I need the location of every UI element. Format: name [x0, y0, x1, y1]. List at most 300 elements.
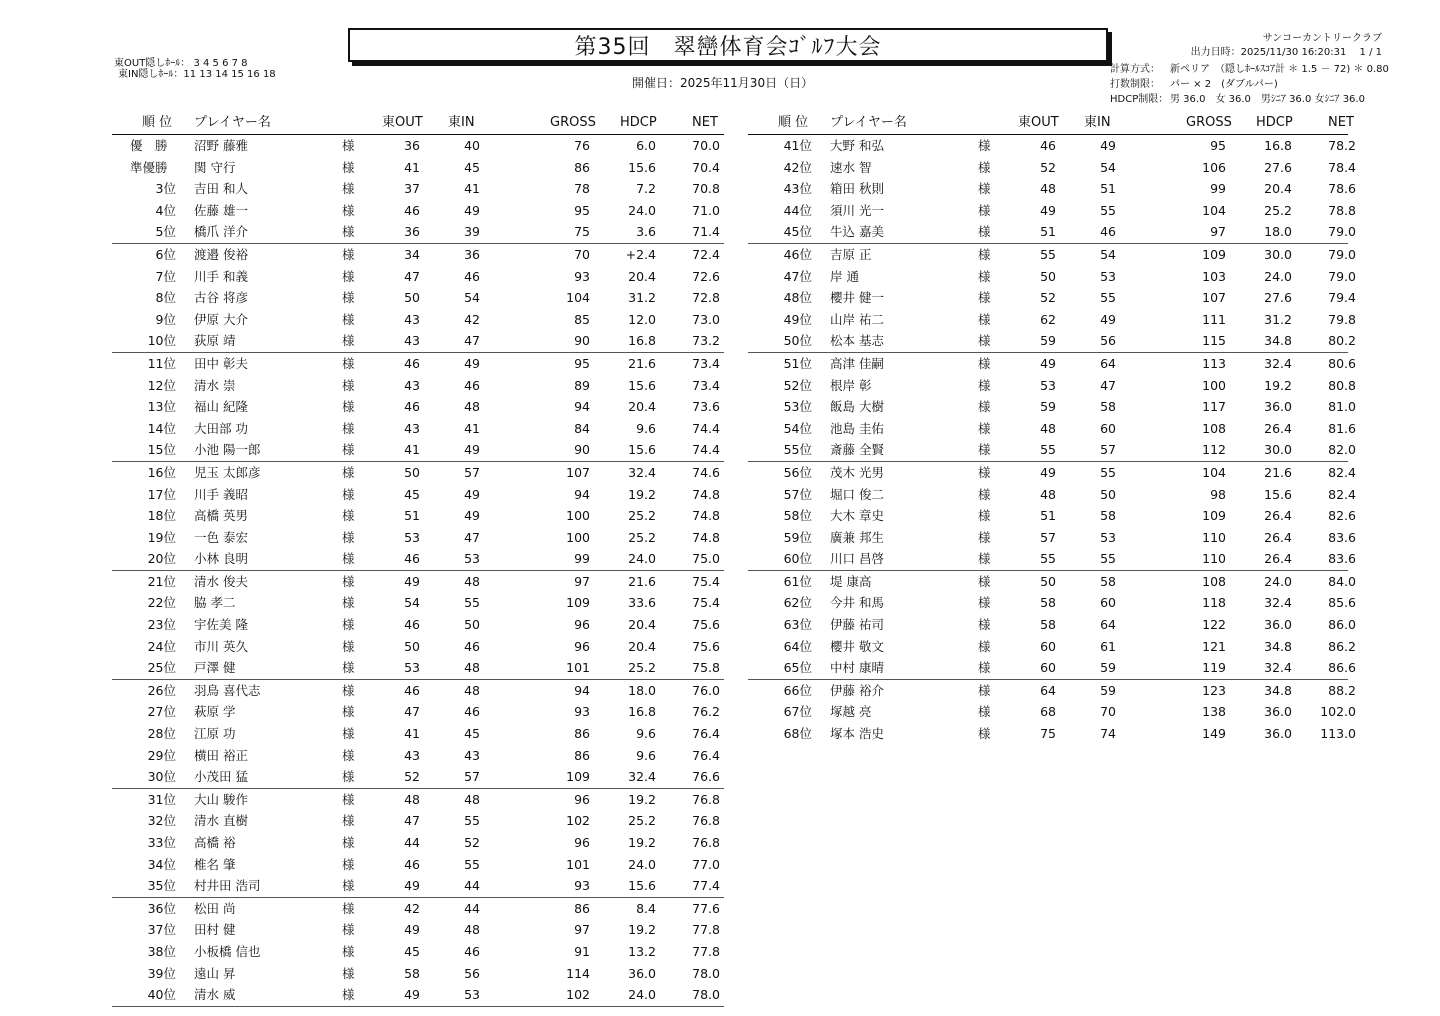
net-score: 82.4: [1328, 486, 1356, 502]
in-score: 61: [1100, 638, 1116, 654]
player-name: 田中 彰夫: [194, 355, 248, 371]
in-score: 44: [464, 878, 480, 894]
rank-cell: 19位: [147, 529, 176, 545]
honorific: 様: [342, 399, 355, 415]
in-score: 36: [464, 246, 480, 262]
rank-cell: 45位: [783, 224, 812, 240]
honorific: 様: [342, 943, 355, 959]
table-row: [748, 221, 1356, 244]
net-score: 74.8: [692, 529, 720, 545]
gross-score: 122: [1202, 617, 1226, 633]
rank-cell: 準優勝: [130, 159, 168, 175]
net-score: 83.6: [1328, 529, 1356, 545]
in-score: 40: [464, 138, 480, 153]
hdcp-value: 16.8: [628, 333, 656, 349]
hidden-holes-in: 東IN隠しﾎｰﾙ：11 13 14 15 16 18: [118, 69, 276, 80]
net-score: 72.8: [692, 290, 720, 306]
out-score: 59: [1040, 333, 1056, 349]
hdcp-value: 27.6: [1264, 290, 1292, 306]
net-score: 70.0: [692, 138, 720, 153]
hdcp-value: 26.4: [1264, 508, 1292, 524]
out-score: 47: [404, 704, 420, 720]
rank-cell: 31位: [147, 791, 176, 807]
gross-score: 103: [1202, 268, 1226, 284]
event-date: 開催日：2025年11月30日（日）: [632, 76, 814, 90]
net-score: 82.0: [1328, 442, 1356, 458]
hidden-holes-out: 東OUT隠しﾎｰﾙ： 3 4 5 6 7 8: [114, 58, 248, 69]
in-score: 56: [464, 965, 480, 981]
col-net: NET: [1328, 115, 1354, 130]
out-score: 58: [1040, 617, 1056, 633]
hdcp-value: 7.2: [636, 181, 656, 197]
hdcp-value: 20.4: [628, 399, 656, 415]
net-score: 74.4: [692, 442, 720, 458]
hdcp-value: 36.0: [1264, 617, 1292, 633]
net-score: 86.0: [1328, 617, 1356, 633]
net-score: 70.8: [692, 181, 720, 197]
hdcp-value: 21.6: [628, 573, 656, 589]
col-hdcp: HDCP: [1256, 115, 1293, 130]
in-score: 64: [1100, 617, 1116, 633]
rank-cell: 44位: [783, 202, 812, 218]
out-score: 46: [404, 399, 420, 415]
net-score: 78.0: [692, 987, 720, 1003]
rank-cell: 29位: [147, 747, 176, 763]
out-score: 60: [1040, 638, 1056, 654]
table-row: [748, 680, 1356, 702]
out-score: 48: [1040, 420, 1056, 436]
table-row: [112, 898, 724, 920]
gross-score: 100: [566, 508, 590, 524]
net-score: 82.6: [1328, 508, 1356, 524]
honorific: 様: [978, 486, 991, 502]
honorific: 様: [342, 333, 355, 349]
out-score: 48: [1040, 486, 1056, 502]
net-score: 71.0: [692, 202, 720, 218]
net-score: 79.0: [1328, 246, 1356, 262]
rank-cell: 13位: [147, 399, 176, 415]
hdcp-value: 9.6: [636, 420, 656, 436]
net-score: 78.6: [1328, 181, 1356, 197]
player-name: 川手 和義: [194, 268, 248, 284]
hdcp-value: 9.6: [636, 726, 656, 742]
gross-score: 85: [574, 311, 590, 327]
out-score: 41: [404, 159, 420, 175]
player-name: 大山 駿作: [194, 791, 248, 807]
gross-score: 101: [566, 660, 590, 676]
player-name: 高橋 英男: [194, 508, 248, 524]
hdcp-value: 20.4: [628, 617, 656, 633]
honorific: 様: [342, 311, 355, 327]
hdcp-value: 24.0: [628, 551, 656, 567]
net-score: 77.4: [692, 878, 720, 894]
out-score: 46: [404, 682, 420, 698]
gross-score: 86: [574, 726, 590, 742]
player-name: 吉田 和人: [194, 181, 248, 197]
gross-score: 97: [574, 573, 590, 589]
gross-score: 110: [1202, 529, 1226, 545]
honorific: 様: [342, 987, 355, 1003]
player-name: 羽鳥 喜代志: [194, 682, 261, 698]
gross-score: 121: [1202, 638, 1226, 654]
rank-cell: 18位: [147, 508, 176, 524]
in-score: 59: [1100, 660, 1116, 676]
col-name: プレイヤー名: [830, 115, 907, 130]
hdcp-value: 20.4: [628, 638, 656, 654]
table-row: [112, 919, 724, 941]
net-score: 73.4: [692, 355, 720, 371]
out-score: 68: [1040, 704, 1056, 720]
player-name: 福山 紀隆: [194, 399, 248, 415]
net-score: 77.8: [692, 922, 720, 938]
hdcp-value: 20.4: [628, 268, 656, 284]
player-name: 佐藤 雄一: [194, 202, 248, 218]
gross-score: 115: [1202, 333, 1226, 349]
player-name: 速水 智: [830, 159, 872, 175]
player-name: 伊藤 祐司: [830, 617, 884, 633]
table-row: [112, 854, 724, 876]
player-name: 川手 義昭: [194, 486, 248, 502]
in-score: 59: [1100, 682, 1116, 698]
gross-score: 107: [566, 464, 590, 480]
out-score: 54: [404, 595, 420, 611]
table-row: [748, 701, 1356, 723]
honorific: 様: [342, 464, 355, 480]
table-row: [112, 723, 724, 745]
honorific: 様: [342, 704, 355, 720]
honorific: 様: [342, 486, 355, 502]
gross-score: 86: [574, 900, 590, 916]
net-score: 81.6: [1328, 420, 1356, 436]
hdcp-label: HDCP制限：: [1110, 94, 1169, 105]
player-name: 櫻井 健一: [830, 290, 884, 306]
gross-score: 94: [574, 486, 590, 502]
net-score: 78.0: [692, 965, 720, 981]
table-row: [112, 287, 724, 309]
net-score: 75.4: [692, 595, 720, 611]
in-score: 53: [464, 987, 480, 1003]
honorific: 様: [342, 420, 355, 436]
table-row: [748, 135, 1356, 157]
rank-cell: 52位: [783, 377, 812, 393]
honorific: 様: [342, 268, 355, 284]
hdcp-value: +2.4: [625, 246, 656, 262]
rank-cell: 36位: [147, 900, 176, 916]
in-score: 50: [1100, 486, 1116, 502]
honorific: 様: [342, 617, 355, 633]
player-name: 大田部 功: [194, 420, 248, 436]
gross-score: 97: [1210, 224, 1226, 240]
player-name: 根岸 彰: [830, 377, 872, 393]
player-name: 松田 尚: [194, 900, 236, 916]
gross-score: 94: [574, 682, 590, 698]
in-score: 46: [464, 943, 480, 959]
gross-score: 104: [1202, 202, 1226, 218]
out-score: 46: [404, 202, 420, 218]
gross-score: 96: [574, 835, 590, 850]
net-score: 86.2: [1328, 638, 1356, 654]
in-score: 45: [464, 159, 480, 175]
table-row: [112, 244, 724, 266]
hdcp-value: 男 36.0 女 36.0 男ｼﾆｱ 36.0 女ｼﾆｱ 36.0: [1170, 94, 1365, 105]
in-score: 49: [464, 508, 480, 524]
net-score: 80.2: [1328, 333, 1356, 349]
col-in: 東IN: [1084, 115, 1111, 130]
table-row: [112, 484, 724, 506]
out-score: 52: [1040, 159, 1056, 175]
out-score: 47: [404, 268, 420, 284]
calc-value: 新ペリア （隠しﾎｰﾙｽｺｱ計 ＊ 1.5 － 72) ＊ 0.80: [1170, 64, 1389, 75]
in-score: 57: [464, 769, 480, 785]
in-score: 52: [464, 835, 480, 850]
in-score: 48: [464, 660, 480, 676]
in-score: 53: [464, 551, 480, 567]
gross-score: 98: [1210, 486, 1226, 502]
rank-cell: 4位: [155, 202, 176, 218]
table-row: [112, 984, 724, 1007]
net-score: 73.4: [692, 377, 720, 393]
gross-score: 119: [1202, 660, 1226, 676]
out-score: 43: [404, 420, 420, 436]
rank-cell: 25位: [147, 660, 176, 676]
hdcp-value: 18.0: [628, 682, 656, 698]
out-score: 50: [1040, 573, 1056, 589]
table-row: [112, 680, 724, 702]
in-score: 58: [1100, 573, 1116, 589]
table-row: [748, 657, 1356, 680]
in-score: 48: [464, 791, 480, 807]
player-name: 吉原 正: [830, 246, 872, 262]
out-score: 50: [1040, 268, 1056, 284]
out-score: 46: [1040, 138, 1056, 153]
out-score: 44: [404, 835, 420, 850]
table-row: [748, 484, 1356, 506]
rank-cell: 48位: [783, 290, 812, 306]
table-row: [112, 963, 724, 985]
rank-cell: 24位: [147, 638, 176, 654]
in-score: 47: [1100, 377, 1116, 393]
rank-cell: 54位: [783, 420, 812, 436]
honorific: 様: [342, 726, 355, 742]
honorific: 様: [978, 246, 991, 262]
gross-score: 104: [566, 290, 590, 306]
in-score: 45: [464, 726, 480, 742]
table-row: [748, 439, 1356, 462]
net-score: 78.2: [1328, 138, 1356, 153]
gross-score: 118: [1202, 595, 1226, 611]
table-row: [112, 221, 724, 244]
in-score: 53: [1100, 268, 1116, 284]
out-score: 50: [404, 464, 420, 480]
table-row: [748, 375, 1356, 397]
table-row: [748, 396, 1356, 418]
hdcp-value: 16.8: [1264, 138, 1292, 153]
hdcp-value: 6.0: [636, 138, 656, 153]
hdcp-value: 26.4: [1264, 551, 1292, 567]
table-row: [112, 548, 724, 571]
honorific: 様: [342, 791, 355, 807]
table-row: [748, 462, 1356, 484]
hdcp-value: 8.4: [636, 900, 656, 916]
net-score: 81.0: [1328, 399, 1356, 415]
rank-cell: 39位: [147, 965, 176, 981]
rank-cell: 60位: [783, 551, 812, 567]
gross-score: 112: [1202, 442, 1226, 458]
player-name: 大野 和弘: [830, 138, 884, 153]
hdcp-value: 20.4: [1264, 181, 1292, 197]
gross-score: 108: [1202, 420, 1226, 436]
table-row: [748, 527, 1356, 549]
rank-cell: 56位: [783, 464, 812, 480]
player-name: 高橋 裕: [194, 835, 236, 850]
hdcp-value: 19.2: [1264, 377, 1292, 393]
hdcp-value: 36.0: [1264, 726, 1292, 742]
net-score: 76.4: [692, 726, 720, 742]
hdcp-value: 32.4: [1264, 355, 1292, 371]
out-score: 41: [404, 726, 420, 742]
out-score: 48: [404, 791, 420, 807]
rank-cell: 30位: [147, 769, 176, 785]
honorific: 様: [978, 464, 991, 480]
in-score: 58: [1100, 399, 1116, 415]
honorific: 様: [978, 355, 991, 371]
hdcp-value: 32.4: [1264, 595, 1292, 611]
col-name: プレイヤー名: [194, 115, 271, 130]
hdcp-value: 30.0: [1264, 442, 1292, 458]
player-name: 塚越 亮: [830, 704, 872, 720]
hdcp-value: 31.2: [628, 290, 656, 306]
player-name: 牛込 嘉美: [830, 224, 884, 240]
net-score: 74.6: [692, 464, 720, 480]
out-score: 46: [404, 551, 420, 567]
player-name: 小板橋 信也: [194, 943, 261, 959]
col-hdcp: HDCP: [620, 115, 657, 130]
table-row: [748, 614, 1356, 636]
player-name: 一色 泰宏: [194, 529, 248, 545]
table-row: [112, 353, 724, 375]
table-row: [748, 418, 1356, 440]
table-row: [748, 330, 1356, 353]
out-score: 36: [404, 138, 420, 153]
out-score: 45: [404, 943, 420, 959]
out-score: 51: [1040, 224, 1056, 240]
hdcp-value: 15.6: [628, 377, 656, 393]
table-row: [112, 832, 724, 854]
gross-score: 117: [1202, 399, 1226, 415]
net-score: 79.4: [1328, 290, 1356, 306]
player-name: 橋爪 洋介: [194, 224, 248, 240]
hdcp-value: 36.0: [628, 965, 656, 981]
honorific: 様: [342, 246, 355, 262]
gross-score: 113: [1202, 355, 1226, 371]
player-name: 横田 裕正: [194, 747, 248, 763]
in-score: 46: [1100, 224, 1116, 240]
out-score: 37: [404, 181, 420, 197]
net-score: 80.6: [1328, 355, 1356, 371]
gross-score: 108: [1202, 573, 1226, 589]
gross-score: 99: [1210, 181, 1226, 197]
in-score: 46: [464, 704, 480, 720]
player-name: 高津 佳嗣: [830, 355, 884, 371]
out-score: 46: [404, 856, 420, 872]
net-score: 76.2: [692, 704, 720, 720]
player-name: 今井 和馬: [830, 595, 884, 611]
table-row: [748, 157, 1356, 179]
player-name: 荻原 靖: [194, 333, 236, 349]
hdcp-value: 31.2: [1264, 311, 1292, 327]
rank-cell: 10位: [147, 333, 176, 349]
hdcp-value: 32.4: [628, 769, 656, 785]
hdcp-value: 25.2: [628, 660, 656, 676]
out-score: 49: [404, 922, 420, 938]
honorific: 様: [978, 202, 991, 218]
hdcp-value: 19.2: [628, 791, 656, 807]
table-row: [748, 723, 1356, 745]
player-name: 戸澤 健: [194, 660, 236, 676]
gross-score: 107: [1202, 290, 1226, 306]
rank-cell: 41位: [783, 138, 812, 153]
honorific: 様: [342, 181, 355, 197]
in-score: 55: [464, 856, 480, 872]
player-name: 児玉 太郎彦: [194, 464, 261, 480]
net-score: 78.4: [1328, 159, 1356, 175]
rank-cell: 22位: [147, 595, 176, 611]
table-row: [112, 789, 724, 811]
table-row: [748, 200, 1356, 222]
table-row: [748, 353, 1356, 375]
table-row: [112, 309, 724, 331]
net-score: 74.4: [692, 420, 720, 436]
rank-cell: 34位: [147, 856, 176, 872]
out-score: 55: [1040, 442, 1056, 458]
in-score: 55: [1100, 202, 1116, 218]
gross-score: 89: [574, 377, 590, 393]
out-score: 43: [404, 333, 420, 349]
out-score: 43: [404, 377, 420, 393]
out-score: 64: [1040, 682, 1056, 698]
player-name: 脇 孝二: [194, 595, 236, 611]
honorific: 様: [342, 747, 355, 763]
in-score: 51: [1100, 181, 1116, 197]
out-score: 55: [1040, 246, 1056, 262]
limit-value: パー × 2 (ダブルパー): [1170, 79, 1278, 90]
out-score: 57: [1040, 529, 1056, 545]
in-score: 55: [1100, 290, 1116, 306]
honorific: 様: [978, 573, 991, 589]
gross-score: 149: [1202, 726, 1226, 742]
player-name: 飯島 大樹: [830, 399, 884, 415]
results-table-left: [112, 112, 724, 1007]
player-name: 関 守行: [194, 159, 236, 175]
col-gross: GROSS: [550, 115, 596, 130]
gross-score: 95: [1210, 138, 1226, 153]
hdcp-value: 15.6: [628, 159, 656, 175]
rank-cell: 38位: [147, 943, 176, 959]
player-name: 大木 章史: [830, 508, 884, 524]
hdcp-value: 34.8: [1264, 333, 1292, 349]
table-row: [112, 462, 724, 484]
honorific: 様: [978, 704, 991, 720]
honorific: 様: [978, 268, 991, 284]
out-score: 60: [1040, 660, 1056, 676]
table-row: [112, 745, 724, 767]
net-score: 73.6: [692, 399, 720, 415]
gross-score: 90: [574, 442, 590, 458]
table-row: [748, 244, 1356, 266]
honorific: 様: [342, 769, 355, 785]
table-body: [112, 135, 724, 1007]
honorific: 様: [978, 138, 991, 153]
